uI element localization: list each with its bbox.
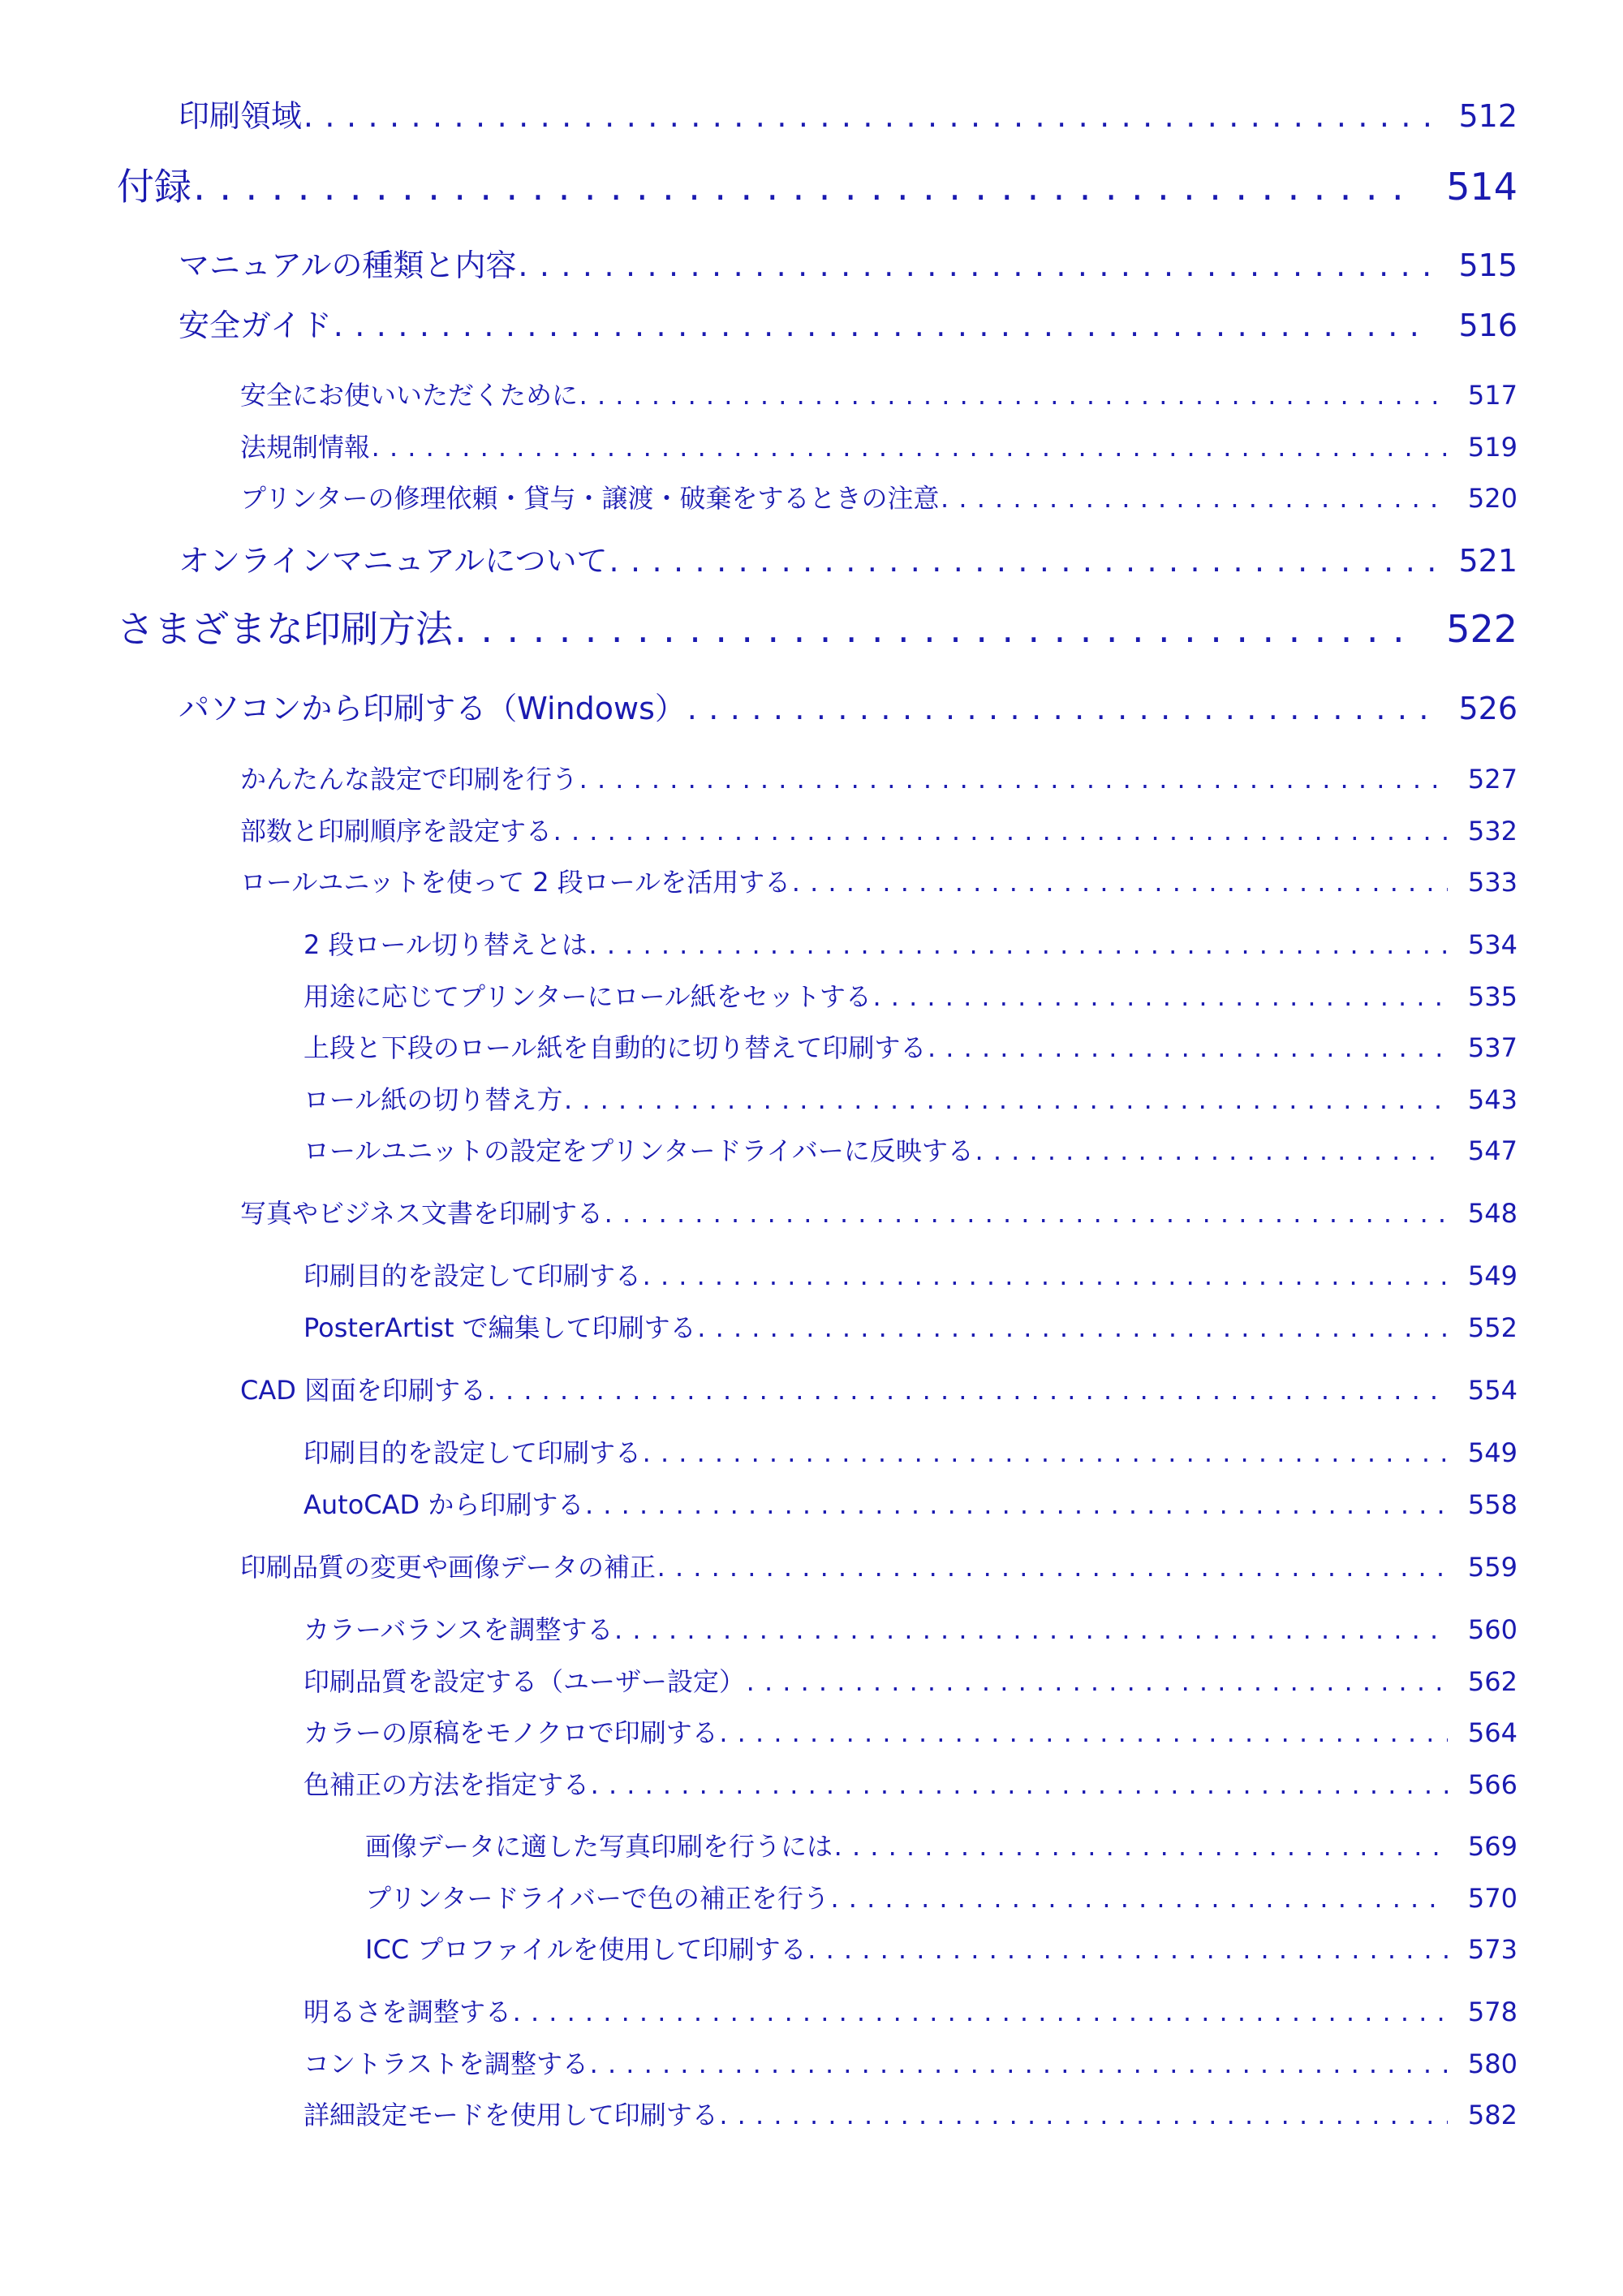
toc-entry[interactable] xyxy=(304,924,1518,962)
toc-dot-leader xyxy=(488,1375,1448,1406)
toc-entry-page-number: 564 xyxy=(1467,1717,1518,1748)
toc-dot-leader xyxy=(834,1831,1448,1862)
toc-entry-title: カラーバランスを調整する xyxy=(304,1614,613,1645)
toc-entry-title: 画像データに適した写真印刷を行うには xyxy=(365,1831,833,1862)
toc-entry-title: 印刷領域 xyxy=(179,98,303,134)
toc-entry[interactable] xyxy=(117,157,1518,211)
toc-entry[interactable] xyxy=(304,1432,1518,1470)
toc-entry-page-number: 514 xyxy=(1446,165,1518,209)
toc-dot-leader xyxy=(687,691,1435,726)
toc-entry-title: 付録 xyxy=(117,165,192,209)
toc-entry-page-number: 526 xyxy=(1458,691,1518,726)
toc-entry-page-number: 548 xyxy=(1467,1198,1518,1229)
toc-entry-page-number: 552 xyxy=(1467,1312,1518,1343)
toc-entry-title: オンラインマニュアルについて xyxy=(179,543,608,579)
toc-entry-title: ロールユニットを使って 2 段ロールを活用する xyxy=(240,867,791,898)
toc-entry[interactable] xyxy=(304,1307,1518,1345)
toc-entry-page-number: 517 xyxy=(1467,380,1518,411)
toc-entry-title: 用途に応じてプリンターにロール紙をセットする xyxy=(304,981,872,1012)
toc-entry-title: 写真やビジネス文書を印刷する xyxy=(240,1198,604,1229)
toc-entry-title: 印刷品質を設定する（ユーザー設定） xyxy=(304,1666,746,1697)
toc-entry[interactable] xyxy=(240,427,1518,464)
toc-entry[interactable] xyxy=(179,536,1518,580)
toc-entry-page-number: 582 xyxy=(1467,2100,1518,2130)
toc-dot-leader xyxy=(975,1135,1448,1166)
toc-dot-leader xyxy=(589,929,1448,960)
toc-entry-title: ICC プロファイルを使用して印刷する xyxy=(365,1934,807,1965)
toc-entry-title: プリンタードライバーで色の補正を行う xyxy=(365,1883,829,1914)
toc-entry-title: 安全にお使いいただくために xyxy=(240,380,579,411)
toc-entry-title: 色補正の方法を指定する xyxy=(304,1769,590,1800)
toc-dot-leader xyxy=(454,607,1417,651)
toc-entry-page-number: 516 xyxy=(1458,308,1518,343)
toc-entry-page-number: 578 xyxy=(1467,1997,1518,2027)
toc-entry-page-number: 562 xyxy=(1467,1666,1518,1697)
toc-dot-leader xyxy=(605,1198,1448,1229)
toc-entry-page-number: 515 xyxy=(1458,248,1518,283)
toc-entry[interactable] xyxy=(179,240,1518,285)
toc-entry-page-number: 537 xyxy=(1467,1032,1518,1063)
toc-dot-leader xyxy=(747,1666,1448,1697)
toc-entry-title: 上段と下段のロール紙を自動的に切り替えて印刷する xyxy=(304,1032,927,1063)
toc-dot-leader xyxy=(193,165,1417,209)
toc-entry[interactable] xyxy=(240,1193,1518,1230)
toc-entry-page-number: 532 xyxy=(1467,816,1518,846)
toc-entry-title: 印刷目的を設定して印刷する xyxy=(304,1437,642,1468)
toc-entry-title: 明るさを調整する xyxy=(304,1997,512,2027)
toc-dot-leader xyxy=(872,981,1447,1012)
toc-entry[interactable] xyxy=(304,1764,1518,1802)
toc-entry[interactable] xyxy=(365,1826,1518,1863)
toc-entry-page-number: 533 xyxy=(1467,867,1518,898)
toc-entry-page-number: 522 xyxy=(1446,607,1518,651)
toc-dot-leader xyxy=(719,1717,1447,1748)
toc-dot-leader xyxy=(513,1997,1448,2027)
toc-entry-title: コントラストを調整する xyxy=(304,2048,589,2079)
toc-entry-page-number: 560 xyxy=(1467,1614,1518,1645)
toc-entry[interactable] xyxy=(240,811,1518,848)
toc-entry-page-number: 566 xyxy=(1467,1769,1518,1800)
toc-entry-title: マニュアルの種類と内容 xyxy=(179,248,517,283)
toc-entry[interactable] xyxy=(304,1131,1518,1168)
toc-entry-title: CAD 図面を印刷する xyxy=(240,1375,487,1406)
toc-entry-title: 印刷目的を設定して印刷する xyxy=(304,1260,642,1291)
toc-dot-leader xyxy=(553,816,1448,846)
toc-entry-page-number: 570 xyxy=(1467,1883,1518,1914)
toc-dot-leader xyxy=(830,1883,1447,1914)
toc-entry[interactable] xyxy=(240,375,1518,412)
toc-entry-page-number: 519 xyxy=(1467,432,1518,463)
toc-entry-title: 詳細設定モードを使用して印刷する xyxy=(304,2100,718,2130)
toc-dot-leader xyxy=(928,1032,1448,1063)
toc-entry[interactable] xyxy=(304,1712,1518,1750)
toc-entry-page-number: 554 xyxy=(1467,1375,1518,1406)
toc-entry[interactable] xyxy=(179,300,1518,345)
toc-dot-leader xyxy=(657,1552,1448,1583)
toc-entry-title: さまざまな印刷方法 xyxy=(117,607,453,651)
toc-entry-page-number: 512 xyxy=(1458,98,1518,134)
toc-dot-leader xyxy=(941,483,1448,514)
toc-dot-leader xyxy=(614,1614,1448,1645)
toc-entry-title: かんたんな設定で印刷を行う xyxy=(240,764,579,795)
toc-entry-title: AutoCAD から印刷する xyxy=(304,1489,584,1520)
toc-entry[interactable] xyxy=(240,1547,1518,1584)
toc-entry[interactable] xyxy=(240,759,1518,796)
toc-entry-title: カラーの原稿をモノクロで印刷する xyxy=(304,1717,718,1748)
toc-entry-page-number: 549 xyxy=(1467,1437,1518,1468)
toc-dot-leader xyxy=(807,1934,1447,1965)
toc-dot-leader xyxy=(585,1489,1448,1520)
toc-entry[interactable] xyxy=(304,1027,1518,1065)
toc-entry-page-number: 573 xyxy=(1467,1934,1518,1965)
toc-entry[interactable] xyxy=(304,1484,1518,1522)
toc-dot-leader xyxy=(719,2100,1447,2130)
toc-entry-title: 法規制情報 xyxy=(240,432,371,463)
toc-entry[interactable] xyxy=(365,1878,1518,1915)
toc-entry-page-number: 559 xyxy=(1467,1552,1518,1583)
toc-dot-leader xyxy=(564,1084,1448,1115)
toc-entry-page-number: 535 xyxy=(1467,981,1518,1012)
toc-entry[interactable] xyxy=(240,1370,1518,1407)
toc-entry-title: PosterArtist で編集して印刷する xyxy=(304,1312,696,1343)
toc-entry-title: 2 段ロール切り替えとは xyxy=(304,929,588,960)
toc-dot-leader xyxy=(792,867,1448,898)
toc-entry[interactable] xyxy=(304,1256,1518,1293)
toc-entry-page-number: 549 xyxy=(1467,1260,1518,1291)
toc-dot-leader xyxy=(372,432,1448,463)
toc-entry[interactable] xyxy=(304,2044,1518,2081)
toc-entry-page-number: 580 xyxy=(1467,2048,1518,2079)
toc-dot-leader xyxy=(643,1260,1448,1291)
toc-entry[interactable] xyxy=(304,1609,1518,1647)
toc-entry-title: 部数と印刷順序を設定する xyxy=(240,816,553,846)
toc-entry-page-number: 547 xyxy=(1467,1135,1518,1166)
toc-dot-leader xyxy=(334,308,1435,343)
toc-entry[interactable] xyxy=(304,1992,1518,2029)
toc-entry[interactable] xyxy=(304,976,1518,1014)
toc-entry-title: ロール紙の切り替え方 xyxy=(304,1084,563,1115)
toc-entry-title: ロールユニットの設定をプリンタードライバーに反映する xyxy=(304,1135,974,1166)
toc-entry-page-number: 520 xyxy=(1467,483,1518,514)
toc-dot-leader xyxy=(643,1437,1448,1468)
toc-entry-title: 安全ガイド xyxy=(179,308,332,343)
toc-dot-leader xyxy=(697,1312,1447,1343)
toc-entry[interactable] xyxy=(240,862,1518,899)
toc-entry[interactable] xyxy=(304,1079,1518,1117)
toc-entry-page-number: 521 xyxy=(1458,543,1518,579)
toc-entry-page-number: 527 xyxy=(1467,764,1518,795)
toc-entry[interactable] xyxy=(179,91,1518,136)
toc-entry[interactable] xyxy=(304,1661,1518,1699)
toc-dot-leader xyxy=(304,98,1435,134)
toc-dot-leader xyxy=(518,248,1434,283)
toc-entry-title: パソコンから印刷する（Windows） xyxy=(179,691,686,726)
toc-entry-title: 印刷品質の変更や画像データの補正 xyxy=(240,1552,657,1583)
toc-entry-title: プリンターの修理依頼・貸与・譲渡・破棄をするときの注意 xyxy=(240,483,940,514)
toc-entry[interactable] xyxy=(365,1929,1518,1966)
toc-entry[interactable] xyxy=(304,2095,1518,2132)
toc-entry[interactable] xyxy=(117,600,1518,653)
toc-entry[interactable] xyxy=(179,683,1518,728)
toc-entry-page-number: 569 xyxy=(1467,1831,1518,1862)
toc-dot-leader xyxy=(609,543,1434,579)
toc-dot-leader xyxy=(579,380,1448,411)
toc-entry-page-number: 534 xyxy=(1467,929,1518,960)
toc-entry-page-number: 543 xyxy=(1467,1084,1518,1115)
toc-entry[interactable] xyxy=(240,478,1518,515)
toc-dot-leader xyxy=(591,1769,1448,1800)
toc-dot-leader xyxy=(590,2048,1448,2079)
toc-entry-page-number: 558 xyxy=(1467,1489,1518,1520)
toc-dot-leader xyxy=(579,764,1448,795)
